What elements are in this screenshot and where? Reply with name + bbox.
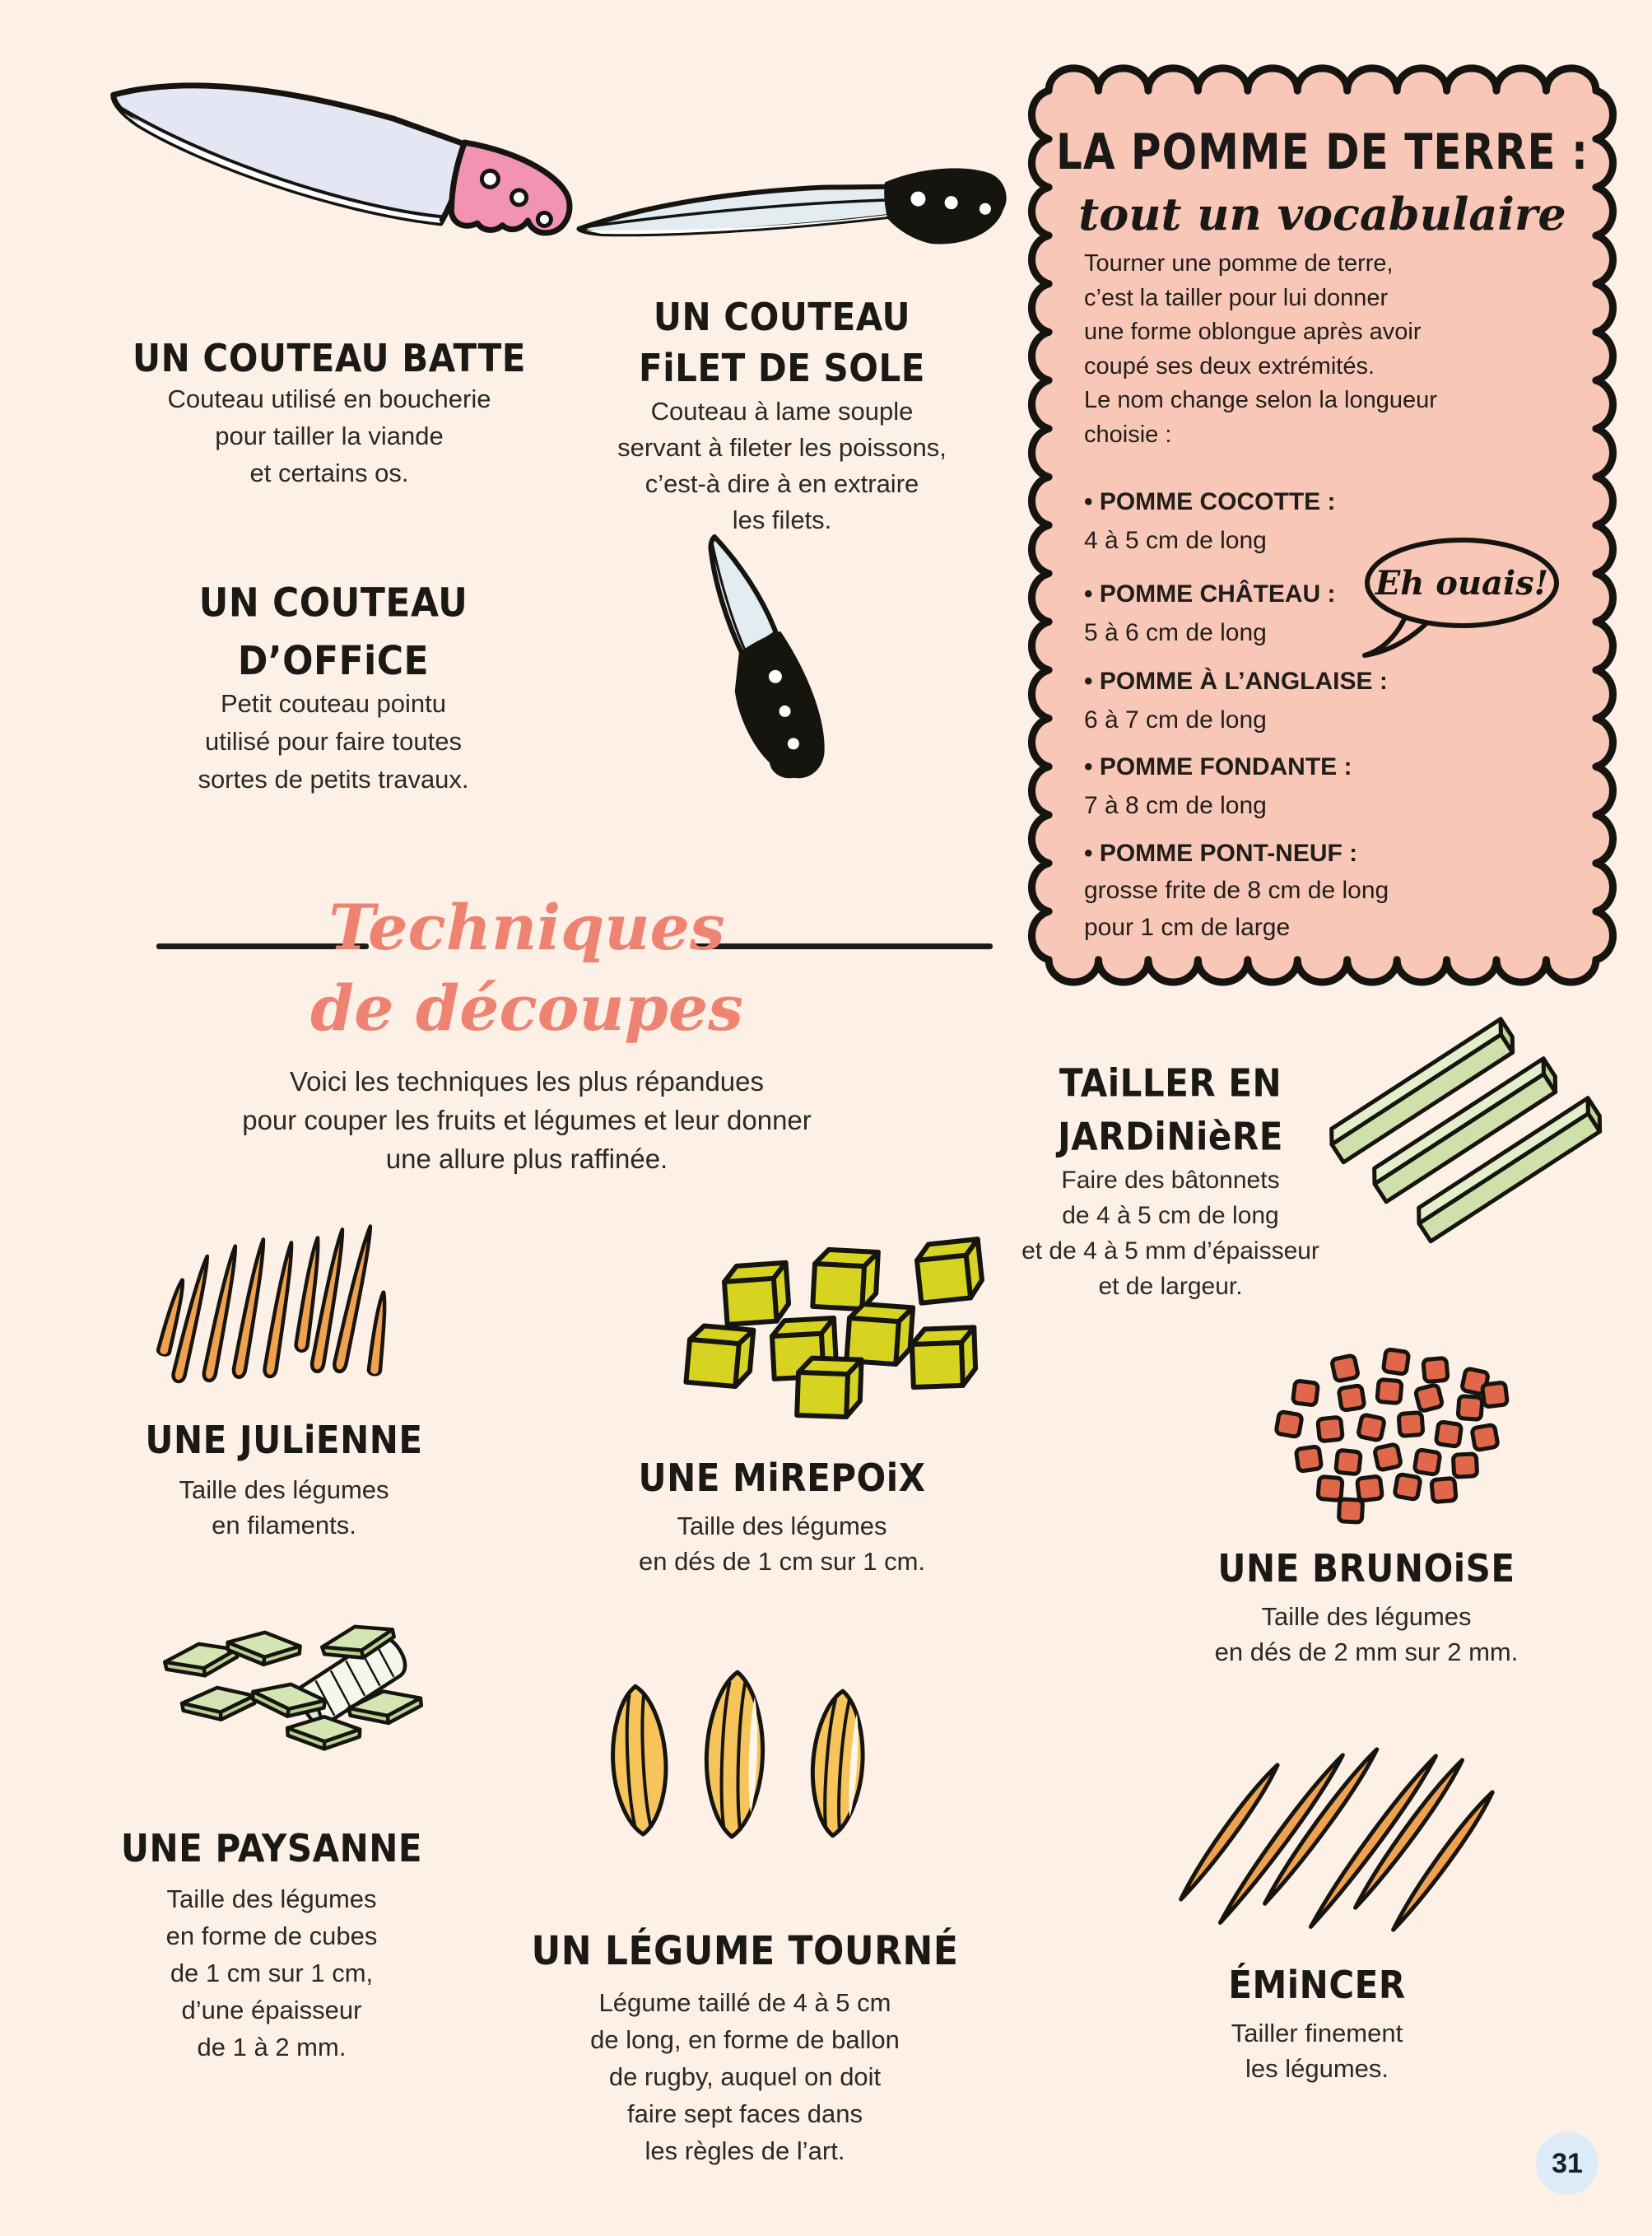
emincer-description: Tailler finement les légumes. (1231, 2019, 1403, 2083)
paring-knife-office-illustration (690, 533, 863, 805)
filet-knife-illustration (576, 169, 1008, 263)
paysanne-title: UNE PAYSANNE (120, 1826, 423, 1870)
chef-knife-batte-illustration (95, 62, 572, 333)
potato-box-subtitle: tout un vocabulaire (1078, 188, 1566, 240)
julienne-sticks-illustration (165, 1220, 403, 1372)
potato-box-title: LA POMME DE TERRE : (1055, 123, 1589, 181)
mirepoix-title: UNE MiREPOiX (638, 1456, 926, 1500)
jardiniere-description: Faire des bâtonnets de 4 à 5 cm de long et de 4 à 5 mm d’épaisseur et de largeur. (1021, 1167, 1319, 1300)
emincer-title: ÉMiNCER (1228, 1963, 1406, 2007)
brunoise-description: Taille des légumes en dés de 2 mm sur 2 mm. (1214, 1602, 1519, 1666)
office-description: Petit couteau pointu utilisé pour faire toutes sortes de petits travaux. (198, 689, 469, 794)
filet-title: UN COUTEAU FiLET DE SOLE (639, 295, 925, 390)
legume-tourne-illustration (594, 1665, 895, 1879)
tourne-description: Légume taillé de 4 à 5 cm de long, en forme de ballon de rugby, auquel on doit faire sept faces dans les règles de l’art. (590, 1988, 900, 2165)
page-number-badge (1536, 2132, 1598, 2195)
section-intro: Voici les techniques les plus répandues pour couper les fruits et légumes et leur donner une allure plus raffinée. (242, 1066, 812, 1174)
potato-item-chateau: • POMME CHÂTEAU : 5 à 6 cm de long (1084, 580, 1336, 646)
office-title: UN COUTEAU D’OFFiCE (198, 580, 468, 685)
speech-bubble (1357, 533, 1562, 657)
potato-item-pont-neuf: • POMME PONT-NEUF : grosse frite de 8 cm de long pour 1 cm de large (1084, 840, 1389, 941)
speech-bubble-text: Eh ouais! (1375, 564, 1549, 603)
julienne-description: Taille des légumes en filaments. (179, 1475, 389, 1540)
page-number: 31 (1552, 2147, 1583, 2179)
jardiniere-title: TAiLLER EN JARDiNièRE (1058, 1060, 1283, 1159)
potato-item-fondante: • POMME FONDANTE : 7 à 8 cm de long (1084, 753, 1352, 819)
potato-item-cocotte: • POMME COCOTTE : 4 à 5 cm de long (1084, 488, 1336, 554)
mirepoix-description: Taille des légumes en dés de 1 cm sur 1 cm. (638, 1512, 926, 1576)
emincer-strips-illustration (1165, 1733, 1494, 1931)
section-title-line2: de découpes (310, 971, 743, 1045)
potato-box-intro: Tourner une pomme de terre, c’est la tailler pour lui donner une forme oblongue après avoir coupé ses deux extrémités. Le nom change selon la longueur choisie : (1084, 250, 1437, 448)
section-title-line1: Techniques (328, 891, 725, 964)
tourne-title: UN LÉGUME TOURNÉ (531, 1928, 959, 1975)
paysanne-slices-illustration (158, 1609, 405, 1766)
potato-vocabulary-box (1031, 72, 1613, 978)
mirepoix-cubes-illustration (677, 1239, 985, 1432)
batte-description: Couteau utilisé en boucherie pour tailler la viande et certains os. (167, 384, 491, 487)
julienne-title: UNE JULiENNE (145, 1418, 423, 1462)
filet-description: Couteau à lame souple servant à fileter les poissons, c’est-à dire à en extraire les filets. (617, 397, 947, 534)
potato-item-anglaise: • POMME À L’ANGLAISE : 6 à 7 cm de long (1084, 668, 1388, 734)
paysanne-description: Taille des légumes en forme de cubes de 1 cm sur 1 cm, d’une épaisseur de 1 à 2 mm. (165, 1884, 378, 2061)
jardiniere-batons-illustration (1327, 1023, 1598, 1245)
brunoise-title: UNE BRUNOiSE (1217, 1546, 1515, 1591)
batte-title: UN COUTEAU BATTE (133, 336, 526, 380)
brunoise-dice-illustration (1261, 1347, 1504, 1524)
